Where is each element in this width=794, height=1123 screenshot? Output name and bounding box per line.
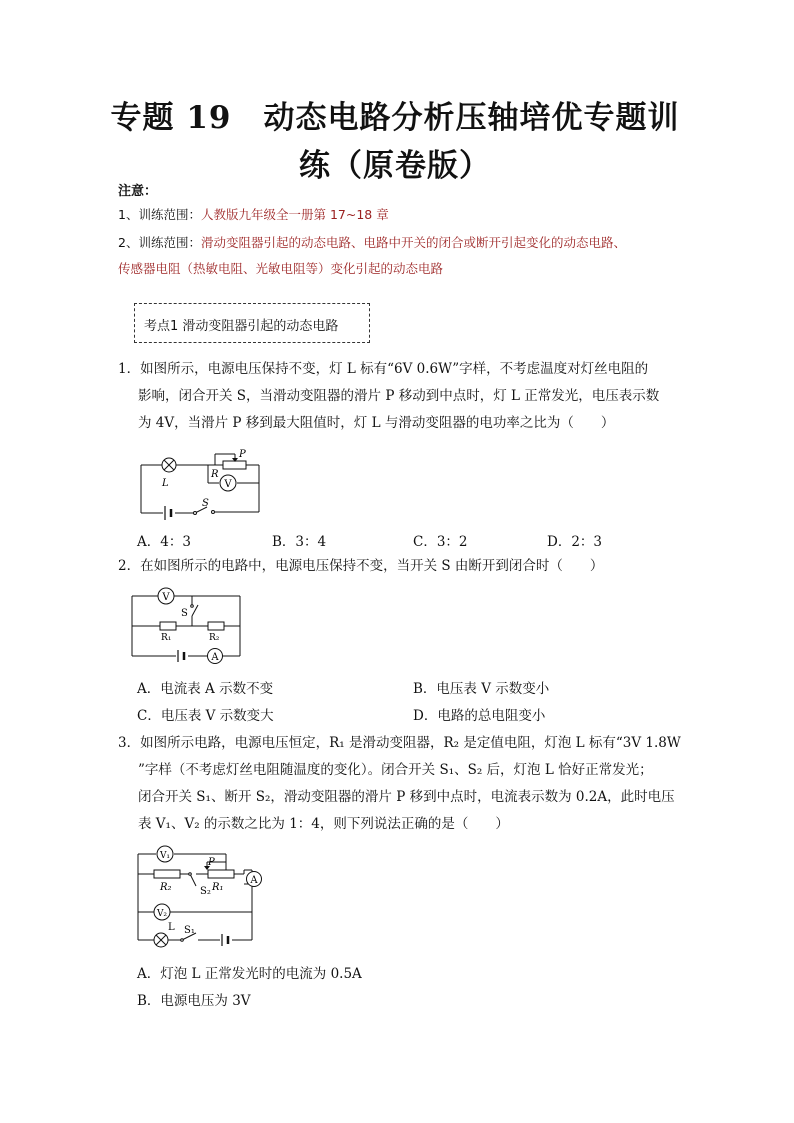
ammeter-icon — [247, 872, 262, 887]
resistor-r2-icon — [208, 622, 224, 630]
battery-icon — [222, 934, 228, 946]
q3-label-R2: R₂ — [160, 882, 172, 893]
rheostat-r1-icon — [208, 870, 234, 878]
voltmeter-icon — [220, 475, 236, 491]
note-2-text-a: 滑动变阻器引起的动态电路、电路中开关的闭合或断开引起变化的动态电路、 — [200, 235, 626, 250]
note-1 — [118, 202, 389, 228]
svg-text:V: V — [162, 592, 170, 603]
q1-option-c[interactable]: C．3：2 — [413, 534, 468, 550]
note-2-text-b: 传感器电阻（热敏电阻、光敏电阻等）变化引起的动态电路 — [118, 261, 444, 276]
switch-icon — [194, 512, 197, 515]
q3-label-P: P — [208, 857, 215, 868]
voltmeter-v1-icon — [157, 846, 173, 862]
q3-label-R1: R₁ — [212, 882, 224, 893]
q1-option-d[interactable]: D．2：3 — [547, 534, 603, 550]
q2-circuit-diagram — [132, 586, 247, 666]
q3-circuit-diagram — [140, 842, 268, 950]
q1-label-P: P — [239, 449, 246, 460]
note-1-text: 人教版九年级全一册第 17~18 章 — [200, 207, 389, 222]
q1-line-1: 1．如图所示，电源电压保持不变，灯 L 标有“6V 0.6W”字样，不考虑温度对灯丝电阻的 — [118, 361, 649, 377]
rheostat-icon — [223, 461, 246, 469]
section-label: 考点1 滑动变阻器引起的动态电路 — [144, 319, 339, 334]
voltmeter-v2-icon — [154, 904, 170, 920]
ammeter-icon — [208, 649, 223, 664]
q3-label-S1: S₁ — [184, 925, 195, 936]
q2-option-d[interactable]: D．电路的总电阻变小 — [413, 708, 546, 724]
svg-text:A: A — [211, 652, 219, 663]
q3-line-1: 3．如图所示电路，电源电压恒定，R₁ 是滑动变阻器，R₂ 是定值电阻，灯泡 L 标有“3V 1.8W — [118, 735, 681, 751]
q2-option-b[interactable]: B．电压表 V 示数变小 — [413, 681, 550, 697]
q2-line-1: 2．在如图所示的电路中，电源电压保持不变，当开关 S 由断开到闭合时（ ） — [118, 558, 604, 574]
title-line-1: 专题 19 动态电路分析压轴培优专题训 — [110, 100, 680, 136]
question-3 — [118, 730, 688, 838]
battery-icon — [165, 506, 171, 520]
note-2-prefix: 2、训练范围： — [118, 235, 201, 250]
q3-option-a[interactable]: A．灯泡 L 正常发光时的电流为 0.5A — [137, 966, 362, 982]
note-2 — [118, 230, 626, 282]
svg-text:V₂: V₂ — [156, 909, 168, 919]
q1-label-R: R — [211, 469, 219, 480]
q2-label-S: S — [181, 608, 188, 619]
page-title — [100, 94, 690, 190]
q3-line-4: 表 V₁、V₂ 的示数之比为 1：4，则下列说法正确的是（ ） — [138, 816, 509, 832]
q1-line-2: 影响，闭合开关 S，当滑动变阻器的滑片 P 移动到中点时，灯 L 正常发光，电压表示数 — [138, 388, 660, 404]
switch-s2-icon — [189, 873, 192, 876]
q1-line-3: 为 4V，当滑片 P 移到最大阻值时，灯 L 与滑动变阻器的电功率之比为（ ） — [138, 415, 615, 431]
svg-text:V: V — [224, 479, 232, 490]
q1-label-L: L — [162, 478, 169, 489]
q3-label-L: L — [168, 922, 175, 933]
voltmeter-icon — [158, 588, 174, 604]
svg-text:A: A — [250, 875, 258, 886]
q3-line-2: ”字样（不考虑灯丝电阻随温度的变化）。闭合开关 S₁、S₂ 后，灯泡 L 恰好正常发光； — [138, 762, 653, 778]
q3-option-b[interactable]: B．电源电压为 3V — [137, 993, 251, 1009]
q2-option-a[interactable]: A．电流表 A 示数不变 — [137, 681, 274, 697]
q2-option-c[interactable]: C．电压表 V 示数变大 — [137, 708, 274, 724]
resistor-r1-icon — [160, 622, 176, 630]
q1-option-b[interactable]: B．3：4 — [272, 534, 327, 550]
battery-icon — [178, 650, 184, 662]
lamp-icon — [162, 458, 176, 472]
q1-circuit-diagram — [135, 448, 270, 520]
q3-label-S2: S₂ — [200, 886, 211, 897]
q3-line-3: 闭合开关 S₁、断开 S₂，滑动变阻器的滑片 P 移到中点时，电流表示数为 0.2A，此时电压 — [138, 789, 675, 805]
question-2 — [118, 553, 688, 580]
q1-label-S: S — [202, 498, 209, 509]
lamp-icon — [154, 933, 168, 947]
section-box — [134, 303, 370, 343]
question-1 — [118, 356, 688, 437]
q2-label-R2: R₂ — [209, 633, 220, 643]
title-line-2: 练（原卷版） — [299, 148, 491, 184]
notes-heading: 注意： — [118, 184, 158, 199]
note-1-prefix: 1、训练范围： — [118, 207, 201, 222]
resistor-r2-icon — [154, 870, 180, 878]
q1-option-a[interactable]: A．4：3 — [137, 534, 191, 550]
svg-text:V₁: V₁ — [159, 851, 171, 861]
switch-icon — [191, 605, 194, 608]
switch-s1-icon — [181, 939, 184, 942]
q2-label-R1: R₁ — [161, 633, 172, 643]
